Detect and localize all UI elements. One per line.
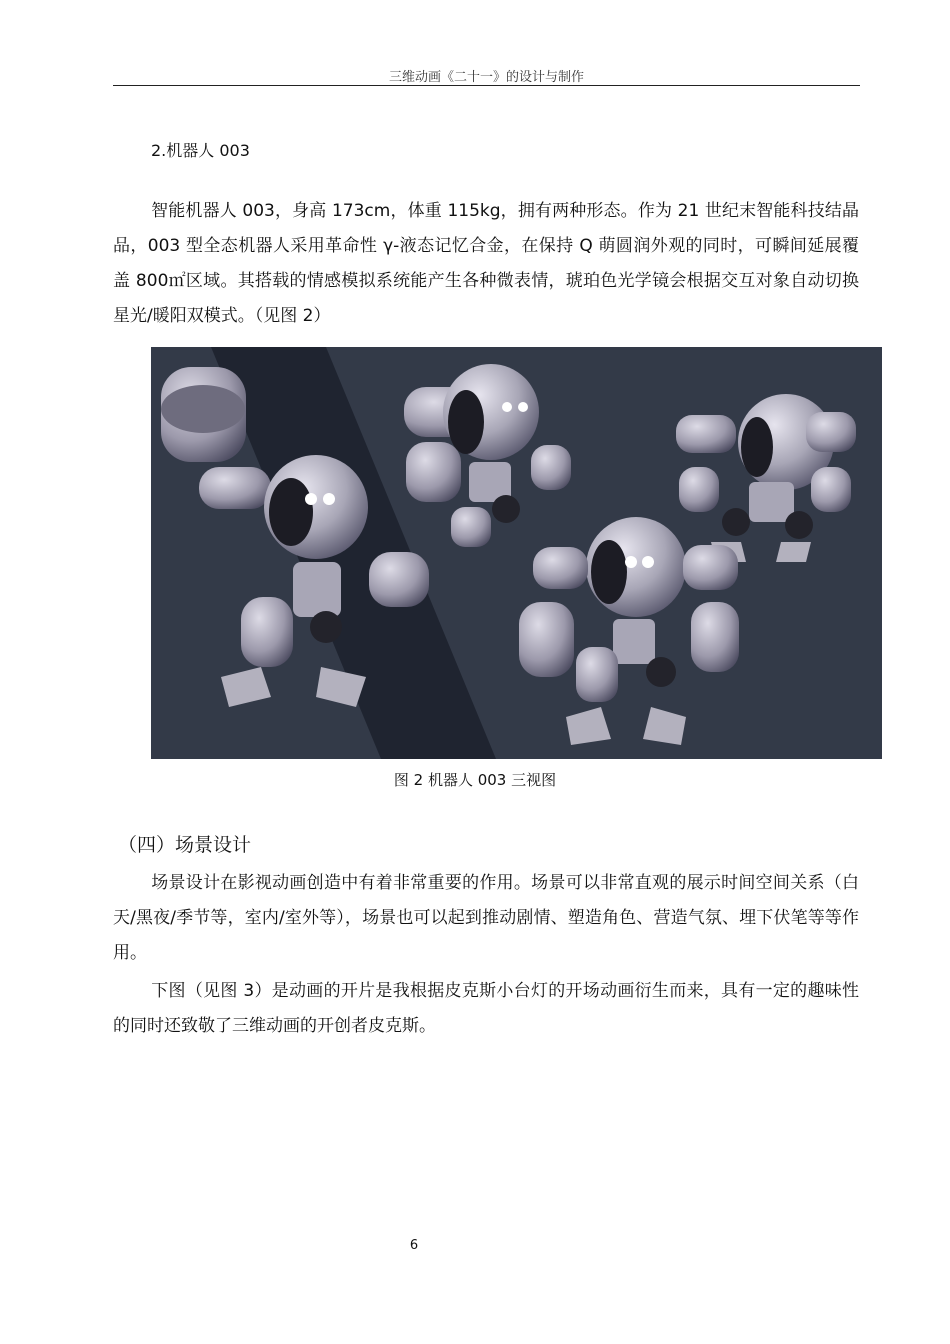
robot-render-illustration bbox=[151, 347, 882, 759]
paragraph-scene-design-text: 场景设计在影视动画创造中有着非常重要的作用。场景可以非常直观的展示时间空间关系（白天/黑夜/季节等，室内/室外等），场景也可以起到推动剧情、塑造角色、营造气氛、埋下伏笔等等作用。 bbox=[113, 873, 859, 963]
running-header: 三维动画《二十一》的设计与制作 bbox=[388, 70, 584, 85]
paragraph-robot-text: 智能机器人 003，身高 173cm，体重 115kg，拥有两种形态。作为 21 世纪末智能科技结晶品，003 型全态机器人采用革命性 γ-液态记忆合金，在保持 Q 萌圆润外观的同时，可瞬间延展覆盖 800㎡区域。其搭载的情感模拟系统能产生各种微表情，琥珀色光学镜会根据交互对象自动切换星光/暖阳双模式。（见图 2） bbox=[113, 201, 859, 326]
paragraph-opening bbox=[113, 974, 859, 1044]
header-rule bbox=[113, 85, 860, 86]
figure-caption: 图 2 机器人 003 三视图 bbox=[393, 771, 557, 789]
page-number: 6 bbox=[409, 1238, 419, 1253]
paragraph-scene-design bbox=[113, 866, 859, 971]
paragraph-opening-text: 下图（见图 3）是动画的开片是我根据皮克斯小台灯的开场动画衍生而来，具有一定的趣味性的同时还致敬了三维动画的开创者皮克斯。 bbox=[113, 981, 859, 1036]
subsection-title: 2.机器人 003 bbox=[151, 141, 250, 160]
robot-three-view-figure bbox=[151, 347, 882, 759]
section-title: （四）场景设计 bbox=[118, 834, 252, 856]
paragraph-robot-description bbox=[113, 194, 859, 334]
